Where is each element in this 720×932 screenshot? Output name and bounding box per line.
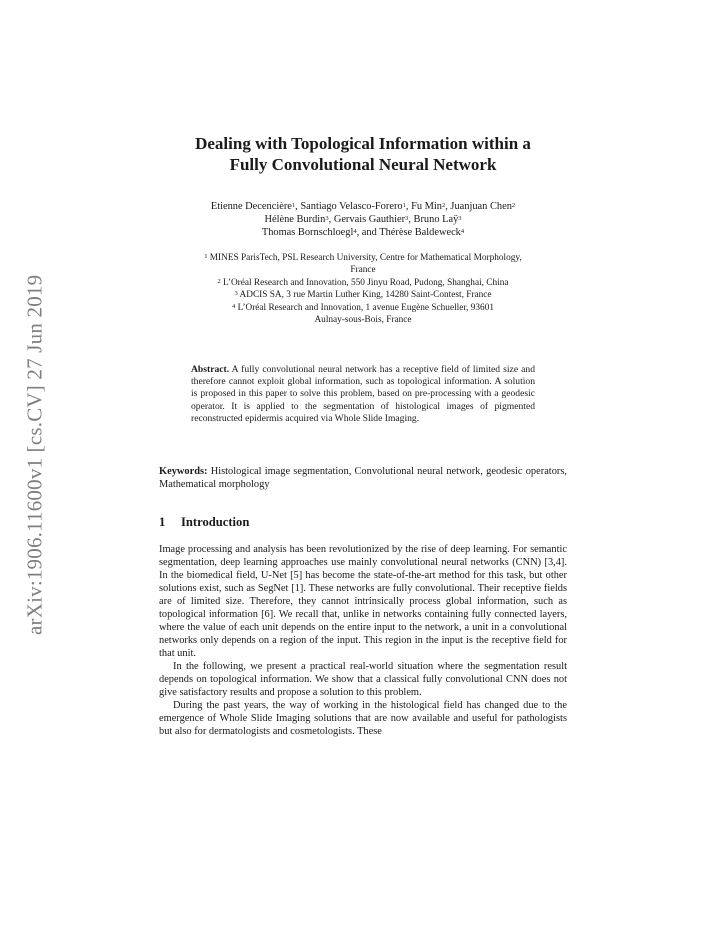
author-line: Hélène Burdin$^3$, Gervais Gauthier$^3$, Bruno Laÿ$^3$ xyxy=(264,214,462,225)
abstract xyxy=(191,364,535,425)
keywords xyxy=(159,465,567,491)
author-list xyxy=(159,200,567,239)
title-line: Fully Convolutional Neural Network xyxy=(229,155,497,174)
author-name: Gervais Gauthier xyxy=(333,214,406,225)
author-name: Santiago Velasco-Forero xyxy=(300,201,403,212)
body-paragraph: Image processing and analysis has been revolutionized by the rise of deep learning. For semantic segmentation, deep learning approaches use mainly convolutional neural networks (CNN) [3,4]. In the biomedical field, U-Net [5] has become the state-of-the-art method for this task, but other solutions exist, such as SegNet [1]. These networks are fully convolutional. Their receptive fields are of limited size. Therefore, they cannot intrinsically process global information, such as topological information [6]. We recall that, unlike in networks containing fully connected layers, where the value of each unit depends on the entire input to the network, a unit in a convolutional networks only depends on a region of the input. This region in the input is the receptive field for that unit. xyxy=(159,544,567,659)
author-name: Etienne Decencière xyxy=(210,201,292,212)
author-line: Etienne Decencière$^1$, Santiago Velasco-Forero$^1$, Fu Min$^2$, Juanjuan Chen$^2$ xyxy=(210,201,516,212)
section-number: 1 xyxy=(159,515,166,529)
affiliation-line xyxy=(159,277,567,289)
affiliation-text: ADCIS SA, 3 rue Martin Luther King, 14280 Saint-Contest, France xyxy=(239,290,492,301)
affiliation-list xyxy=(159,252,567,326)
author-name: Thomas Bornschloegl xyxy=(261,227,354,238)
affiliation-line xyxy=(159,252,567,264)
author-name: Thérèse Baldeweck xyxy=(379,227,461,238)
author-name: Hélène Burdin xyxy=(264,214,326,225)
arxiv-identifier-stamp: arXiv:1906.11600v1 [cs.CV] 27 Jun 2019 xyxy=(22,274,47,636)
author-affiliation-mark: 3 xyxy=(405,215,409,222)
author-affiliation-mark: 1 xyxy=(402,202,406,209)
paper-title xyxy=(159,133,567,175)
body-paragraph: During the past years, the way of working in the histological field has changed due to the emergence of Whole Slide Imaging solutions that are now available and useful for pathologists but also for dermatologists and cosmetologists. These xyxy=(159,700,567,737)
affiliation-text: MINES ParisTech, PSL Research University, Centre for Mathematical Morphology, xyxy=(209,253,522,263)
affiliation-mark: 3 xyxy=(234,290,238,298)
author-affiliation-mark: 3 xyxy=(458,215,462,222)
affiliation-mark: 1 xyxy=(204,253,208,260)
abstract-text: A fully convolutional neural network has a receptive field of limited size and therefore cannot exploit global information, such as topological information. A solution is proposed in this paper to solve this problem, based on pre-processing with a geodesic operator. It is applied to the segmentation of histological images of pigmented reconstructed epidermis acquired via Whole Slide Imaging. xyxy=(191,364,536,424)
affiliation-line xyxy=(159,302,567,314)
keywords-label: Keywords: xyxy=(159,466,208,477)
affiliation-text: L’Oréal Research and Innovation, 1 avenue Eugène Schueller, 93601 xyxy=(237,302,494,313)
author-name: Fu Min xyxy=(411,201,442,212)
author-affiliation-mark: 4 xyxy=(460,228,465,235)
author-line: Thomas Bornschloegl$^4$, and Thérèse Baldeweck$^4$ xyxy=(261,227,465,238)
keywords-text: Histological image segmentation, Convolutional neural network, geodesic operators, Mathematical morphology xyxy=(159,466,567,490)
author-name: Bruno Laÿ xyxy=(413,214,459,225)
title-line: Dealing with Topological Information within a xyxy=(195,134,531,153)
author-affiliation-mark: 3 xyxy=(325,215,329,222)
author-affiliation-mark: 2 xyxy=(441,202,446,209)
body-paragraph: In the following, we present a practical real-world situation where the segmentation result depends on topological information. We show that a classical fully convolutional CNN does not give satisfactory results and propose a solution to this problem. xyxy=(159,661,567,698)
author-affiliation-mark: 2 xyxy=(511,202,516,209)
affiliation-line: Aulnay-sous-Bois, France xyxy=(314,315,412,326)
affiliation-mark: 4 xyxy=(232,302,236,310)
affiliation-line xyxy=(159,289,567,301)
affiliation-line: France xyxy=(350,265,376,276)
section-heading xyxy=(159,515,567,530)
author-affiliation-mark: 1 xyxy=(291,202,296,209)
author-affiliation-mark: 4 xyxy=(353,228,357,235)
author-name: Juanjuan Chen xyxy=(450,201,512,212)
author-conjunction: and xyxy=(361,227,377,238)
abstract-label: Abstract. xyxy=(191,364,230,375)
affiliation-mark: 2 xyxy=(217,277,221,285)
section-body xyxy=(159,543,567,738)
affiliation-text: L’Oréal Research and Innovation, 550 Jinyu Road, Pudong, Shanghai, China xyxy=(223,277,509,288)
section-title: Introduction xyxy=(181,515,250,529)
